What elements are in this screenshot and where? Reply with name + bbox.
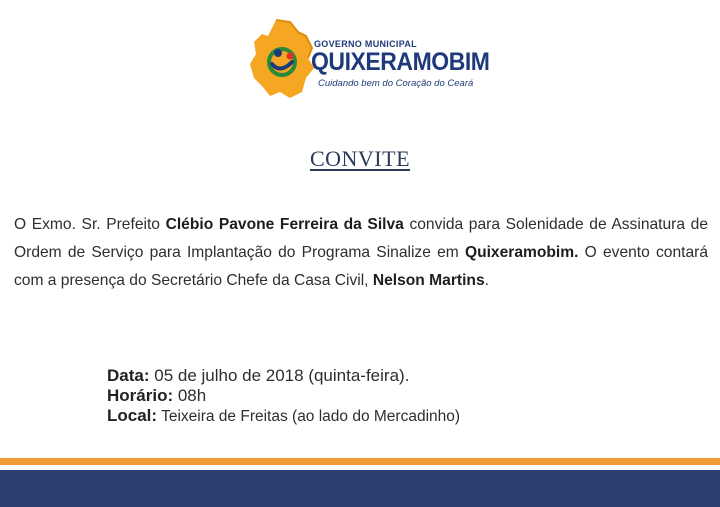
logo-name: QUIXERAMOBIM — [311, 48, 490, 76]
event-details — [107, 366, 460, 427]
local-row — [107, 406, 460, 427]
time-row — [107, 386, 460, 406]
city-name: Quixeramobim. — [464, 244, 579, 261]
local-value: Teixeira de Freitas (ao lado do Mercadinho) — [157, 408, 461, 425]
secretary-name: Nelson Martins — [372, 272, 485, 289]
paragraph-text-4: . — [484, 272, 489, 289]
logo — [246, 18, 490, 102]
paragraph-text-2: convida para Solenidade de Assinatura de Ordem de Serviço para Implantação do Programa Sinalize em — [14, 216, 708, 261]
orange-footer-stripe — [0, 458, 720, 465]
time-label: Horário: — [107, 386, 174, 405]
date-row — [107, 366, 460, 386]
mayor-name: Clébio Pavone Ferreira da Silva — [165, 216, 404, 233]
date-value: 05 de julho de 2018 (quinta-feira). — [149, 366, 410, 385]
logo-top-line: GOVERNO MUNICIPAL — [314, 39, 417, 49]
local-label: Local: — [107, 406, 158, 425]
blue-footer-band — [0, 470, 720, 507]
time-value: 08h — [173, 386, 207, 405]
page-title — [0, 146, 720, 172]
invitation-paragraph — [14, 211, 708, 295]
date-label: Data: — [107, 366, 150, 385]
paragraph-text-3: O evento contará com a presença do Secretário Chefe da Casa Civil, — [14, 244, 708, 289]
title-text: CONVITE — [309, 146, 411, 171]
paragraph-text-1: O Exmo. Sr. Prefeito — [14, 216, 166, 233]
logo-slogan: Cuidando bem do Coração do Ceará — [318, 78, 474, 89]
